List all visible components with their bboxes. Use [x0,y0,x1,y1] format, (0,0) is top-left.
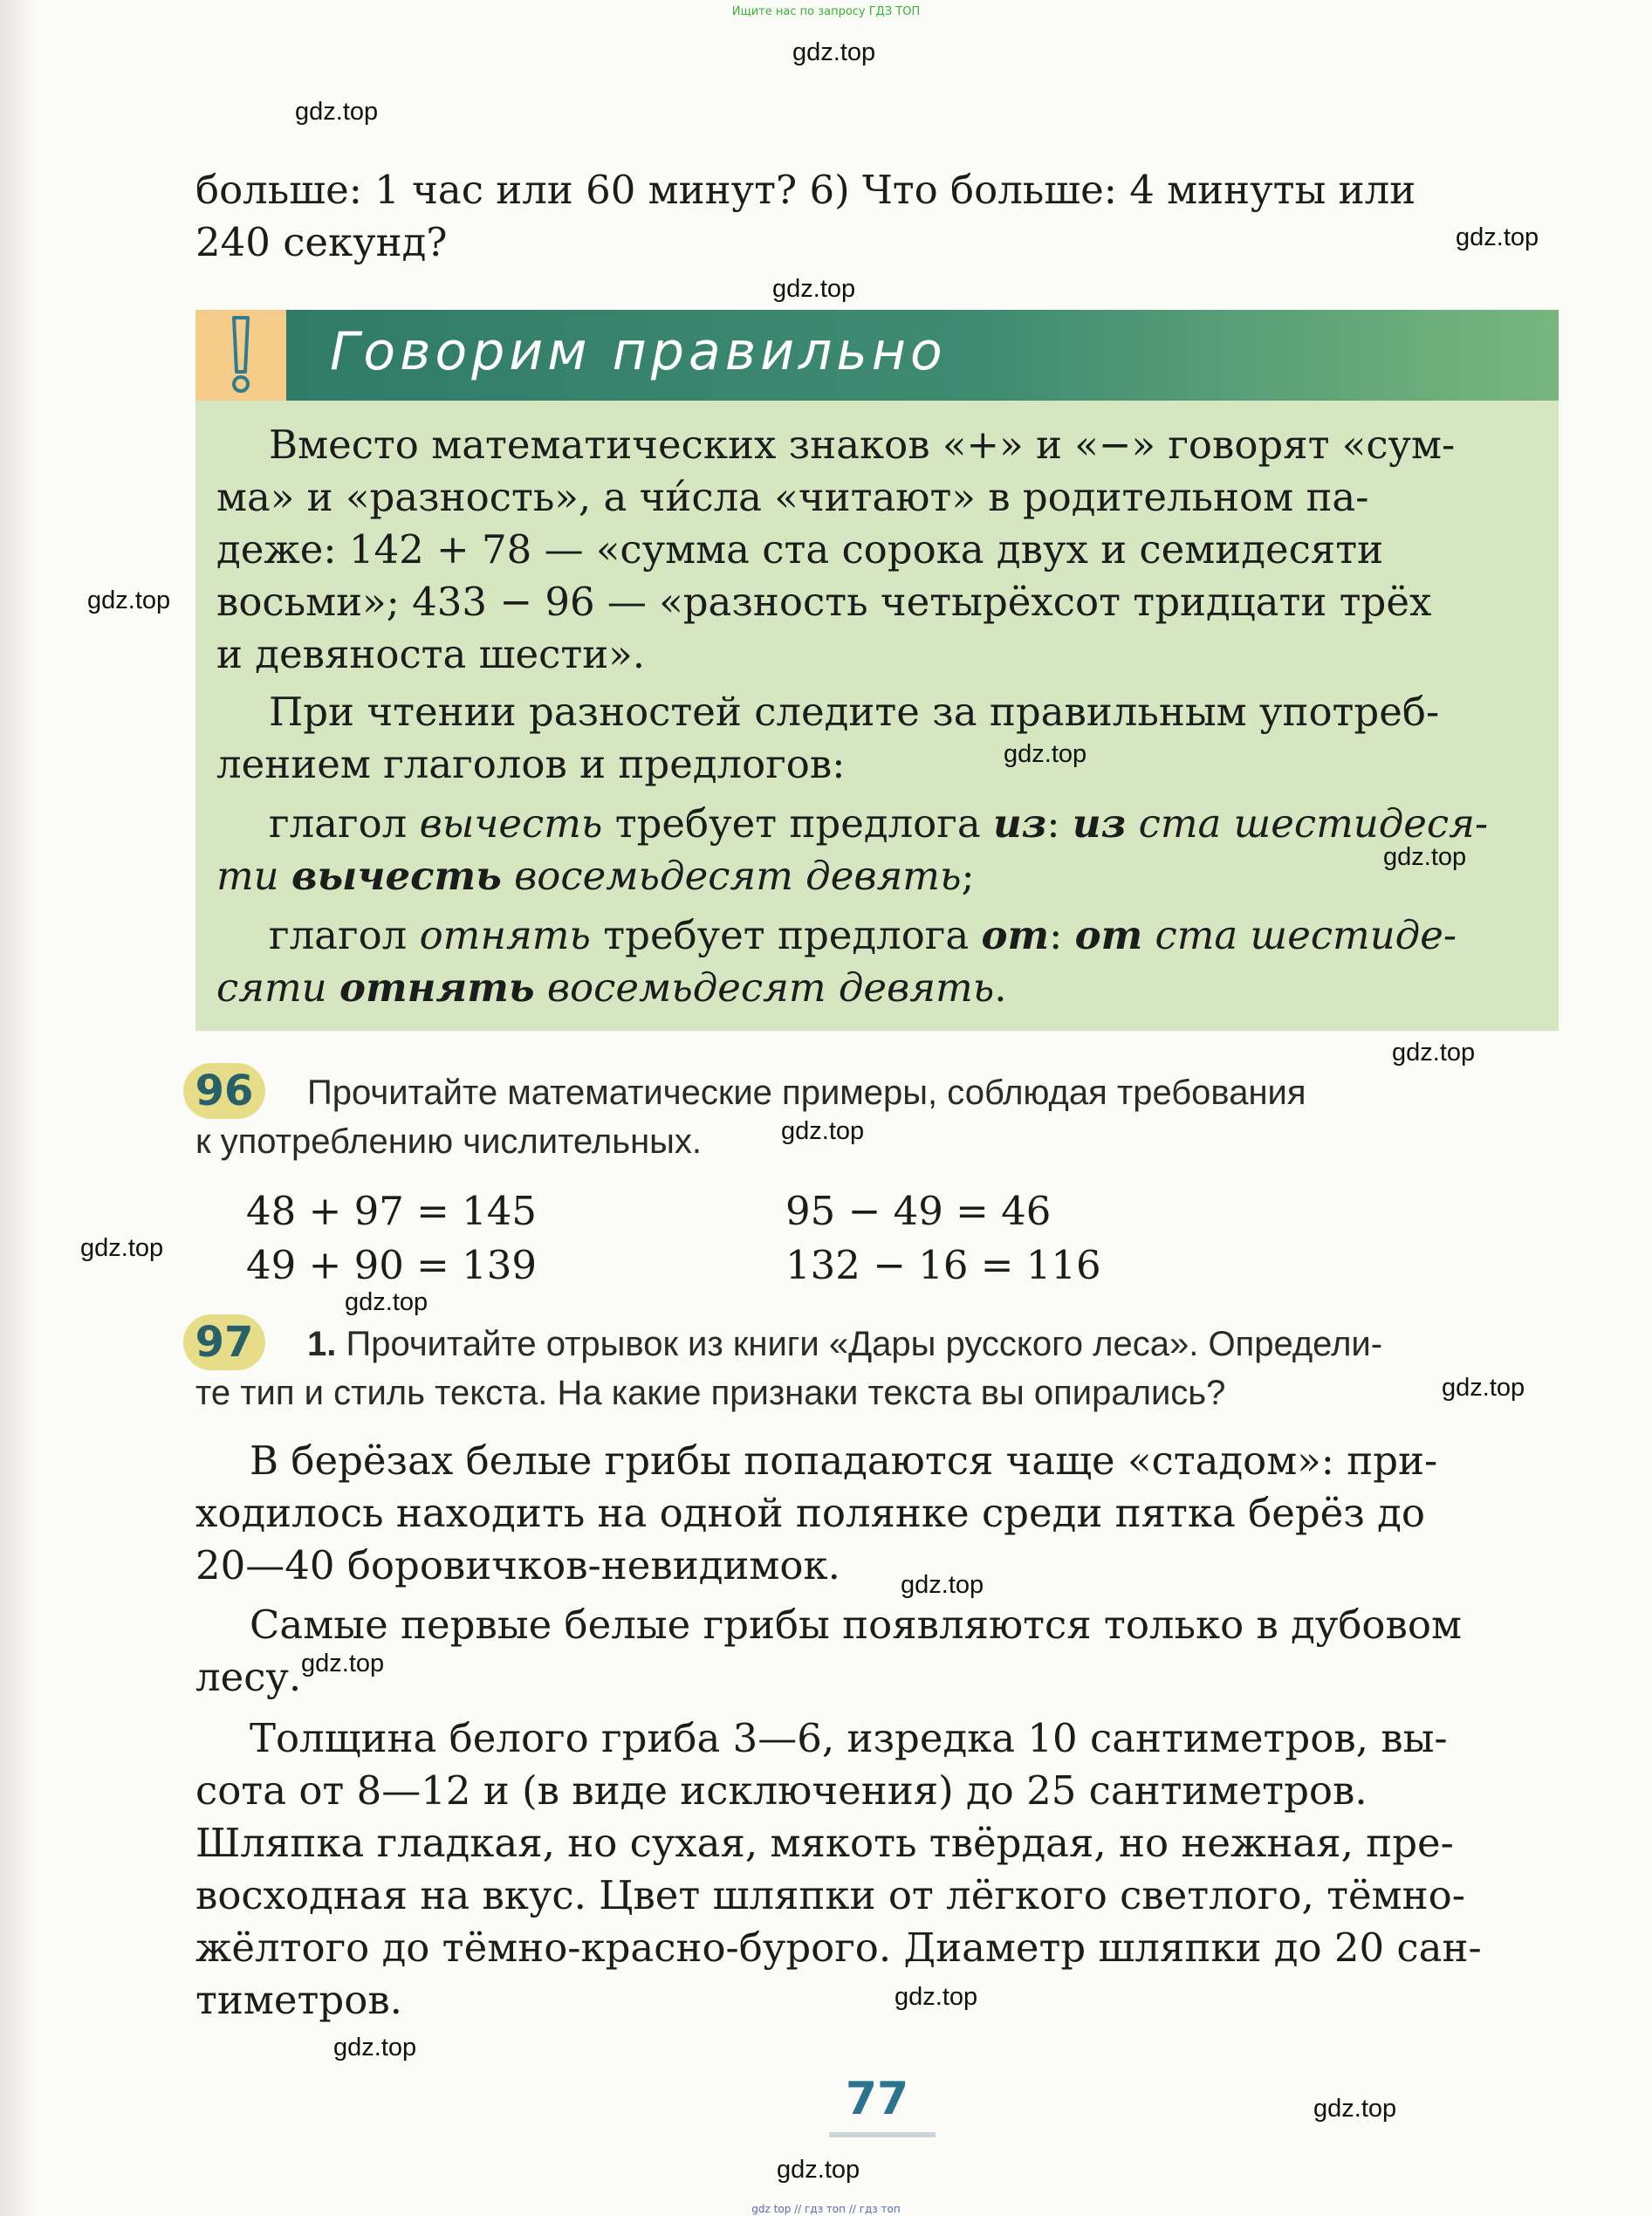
rule-verb-line: глагол вычесть требует предлога из: из ста шестидеся- [269,800,1489,847]
math-example: 132 − 16 = 116 [785,1242,1101,1288]
watermark: gdz.top [772,275,856,303]
exercise-task-line: 1. Прочитайте отрывок из книги «Дары русского леса». Определи- [307,1325,1383,1363]
rule-verb-line: глагол отнять требует предлога от: от ста шестиде- [269,912,1457,958]
page-edge-shade [0,0,35,2216]
watermark: gdz.top [901,1571,984,1599]
intro-line: больше: 1 час или 60 минут? 6) Что больше: 4 минуты или [195,167,1416,213]
excerpt-line: Толщина белого гриба 3—6, изредка 10 сантиметров, вы- [250,1715,1448,1761]
excerpt-line: 20—40 боровичков-невидимок. [195,1542,840,1588]
watermark: gdz.top [87,587,171,614]
watermark: gdz.top [1442,1374,1525,1402]
excerpt-line: Шляпка гладкая, но сухая, мякоть твёрдая, но нежная, пре- [195,1820,1454,1866]
top-search-note: Ищите нас по запросу ГДЗ ТОП [731,5,921,18]
watermark: gdz.top [80,1234,164,1262]
math-example: 95 − 49 = 46 [785,1188,1052,1234]
watermark: gdz.top [1392,1039,1476,1067]
exercise-number-badge: 97 [183,1314,265,1370]
math-example: 48 + 97 = 145 [246,1188,538,1234]
intro-line: 240 секунд? [195,219,448,265]
excerpt-line: тиметров. [195,1977,402,2023]
rule-text-line: ма» и «разность», а чи́сла «читают» в родительном па- [216,474,1369,520]
rule-text-line: и девяноста шести». [216,631,646,677]
watermark: gdz.top [1456,223,1539,251]
excerpt-line: сота от 8—12 и (в виде исключения) до 25 сантиметров. [195,1767,1368,1814]
rule-text-line: восьми»; 433 − 96 — «разность четырёхсот тридцати трёх [216,579,1432,625]
exercise-task-line: Прочитайте математические примеры, соблюдая требования [307,1074,1306,1112]
watermark: gdz.top [295,98,379,126]
page-number: 77 [845,2073,909,2125]
watermark: gdz.top [781,1117,865,1145]
rule-verb-line: сяти отнять восемьдесят девять. [216,964,1007,1011]
page-number-underline [829,2132,936,2137]
rule-verb-line: ти вычесть восемьдесят девять; [216,853,975,899]
rule-text-line: При чтении разностей следите за правильным употреб- [269,689,1440,735]
watermark: gdz.top [333,2034,417,2062]
excerpt-line: ходилось находить на одной полянке среди пятка берёз до [195,1490,1425,1536]
excerpt-line: жёлтого до тёмно-красно-бурого. Диаметр шляпки до 20 сан- [195,1924,1482,1971]
rule-text-line: деже: 142 + 78 — «сумма ста сорока двух и семидесяти [216,526,1384,573]
watermark: gdz.top [1383,843,1467,871]
rule-text-line: Вместо математических знаков «+» и «−» говорят «сум- [269,422,1456,468]
excerpt-line: В берёзах белые грибы попадаются чаще «стадом»: при- [250,1437,1438,1484]
watermark: gdz.top [1004,740,1087,768]
exclamation-icon [222,314,260,396]
rule-box-title: Говорим правильно [330,321,947,382]
watermark: gdz.top [345,1288,428,1316]
excerpt-line: лесу. [195,1654,302,1700]
watermark: gdz.top [895,1983,978,2011]
watermark: gdz.top [301,1650,385,1677]
excerpt-line: Самые первые белые грибы появляются только в дубовом [250,1602,1462,1648]
watermark: gdz.top [777,2156,860,2184]
exercise-task-line: те тип и стиль текста. На какие признаки текста вы опирались? [195,1374,1226,1412]
bottom-note: gdz top // гдз топ // гдз топ [751,2203,901,2215]
exercise-number-badge: 96 [183,1063,265,1119]
math-example: 49 + 90 = 139 [246,1242,538,1288]
excerpt-line: восходная на вкус. Цвет шляпки от лёгкого светлого, тёмно- [195,1872,1465,1918]
watermark: gdz.top [1313,2095,1397,2123]
exercise-task-line: к употреблению числительных. [195,1122,703,1161]
rule-text-line: лением глаголов и предлогов: [216,741,846,787]
watermark: gdz.top [792,38,876,66]
